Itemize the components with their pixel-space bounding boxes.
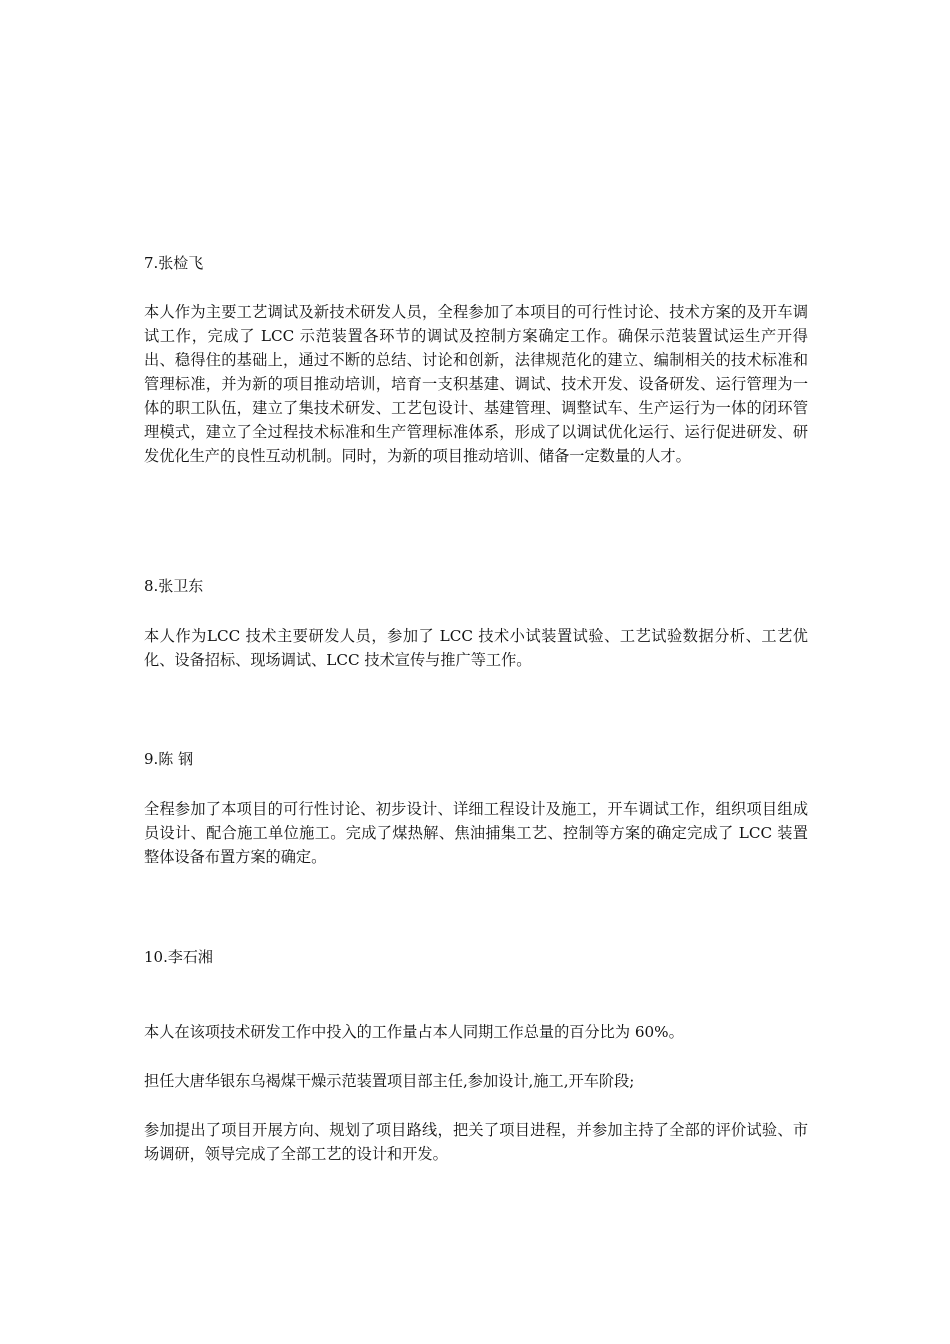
section-paragraph-10-c: 参加提出了项目开展方向、规划了项目路线，把关了项目进程，并参加主持了全部的评价试验、市场调研，领导完成了全部工艺的设计和开发。 <box>144 1121 808 1163</box>
section-paragraph-7: 本人作为主要工艺调试及新技术研发人员，全程参加了本项目的可行性讨论、技术方案的及开车调试工作，完成了 LCC 示范装置各环节的调试及控制方案确定工作。确保示范装置试运生产开得出、稳得住的基础上，通过不断的总结、讨论和创新，法律规范化的建立、编制相关的技术标准和管理标准，并为新的项目推动培训，培育一支积基建、调试、技术开发、设备研发、运行管理为一体的职工队伍，建立了集技术研发、工艺包设计、基建管理、调整试车、生产运行为一体的闭环管理模式，建立了全过程技术标准和生产管理标准体系，形成了以调试优化运行、运行促进研发、研发优化生产的良性互动机制。同时，为新的项目推动培训、储备一定数量的人才。 <box>144 303 808 465</box>
section-heading-7: 7.张检飞 <box>144 254 204 272</box>
section-paragraph-10-b: 担任大唐华银东乌褐煤干燥示范装置项目部主任,参加设计,施工,开车阶段; <box>144 1072 635 1090</box>
section-heading-10: 10.李石湘 <box>144 948 213 966</box>
section-paragraph-8: 本人作为LCC 技术主要研发人员，参加了 LCC 技术小试装置试验、工艺试验数据分析、工艺优化、设备招标、现场调试、LCC 技术宣传与推广等工作。 <box>144 627 808 669</box>
section-heading-9: 9.陈 钢 <box>144 750 194 768</box>
section-heading-8: 8.张卫东 <box>144 577 204 595</box>
section-paragraph-10-a: 本人在该项技术研发工作中投入的工作量占本人同期工作总量的百分比为 60%。 <box>144 1023 684 1041</box>
section-paragraph-9: 全程参加了本项目的可行性讨论、初步设计、详细工程设计及施工，开车调试工作，组织项目组成员设计、配合施工单位施工。完成了煤热解、焦油捕集工艺、控制等方案的确定完成了 LCC 装置整体设备布置方案的确定。 <box>144 800 808 866</box>
